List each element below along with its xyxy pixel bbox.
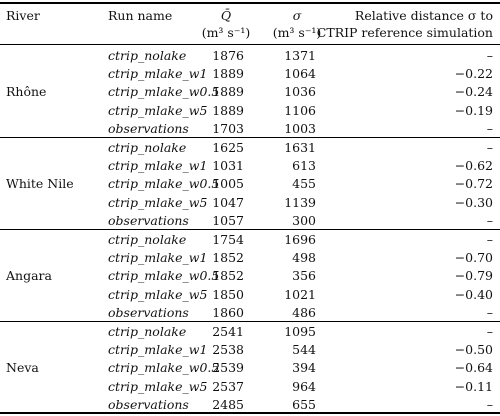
mean-discharge-cell: 1860	[212, 304, 244, 320]
run-name-cell: ctrip_mlake_w5	[108, 286, 208, 302]
sigma-cell: 1139	[284, 194, 316, 210]
relative-distance-cell: –	[486, 120, 493, 136]
mean-discharge-cell: 1754	[212, 232, 244, 247]
run-name-cell: ctrip_mlake_w5	[108, 102, 208, 118]
river-label: Angara	[6, 268, 52, 284]
header-q-unit: (m³ s⁻¹)	[201, 25, 251, 40]
mean-discharge-cell: 2539	[212, 360, 244, 376]
relative-distance-cell: −0.62	[454, 158, 493, 174]
sigma-cell: 1371	[284, 48, 316, 63]
mean-discharge-cell: 1852	[212, 268, 244, 284]
relative-distance-cell: –	[486, 48, 493, 63]
mean-discharge-cell: 1852	[212, 250, 244, 266]
run-name-cell: ctrip_mlake_w1	[108, 342, 208, 358]
run-name-cell: ctrip_mlake_w0.5	[108, 84, 220, 100]
run-name-cell: ctrip_nolake	[108, 232, 187, 247]
relative-distance-cell: −0.19	[454, 102, 493, 118]
relative-distance-cell: −0.30	[454, 194, 493, 210]
sigma-cell: 1003	[284, 120, 316, 136]
mean-discharge-cell: 1850	[212, 286, 244, 302]
run-name-cell: ctrip_mlake_w5	[108, 194, 208, 210]
relative-distance-cell: −0.70	[454, 250, 493, 266]
river-label: White Nile	[6, 176, 74, 192]
relative-distance-cell: −0.40	[454, 286, 493, 302]
mean-discharge-cell: 2537	[212, 378, 244, 394]
sigma-cell: 964	[292, 378, 316, 394]
header-sigma-unit: (m³ s⁻¹)	[272, 25, 322, 40]
run-name-cell: observations	[108, 120, 189, 136]
run-name-cell: observations	[108, 304, 189, 320]
mean-discharge-cell: 1625	[212, 140, 244, 155]
header-reldist-line1: Relative distance σ to	[354, 8, 493, 23]
run-name-cell: ctrip_mlake_w0.5	[108, 360, 220, 376]
relative-distance-cell: –	[486, 140, 493, 155]
mean-discharge-cell: 1889	[212, 84, 244, 100]
relative-distance-cell: –	[486, 232, 493, 247]
header-sigma-symbol: σ	[292, 8, 302, 23]
group-separator-rule	[0, 137, 500, 138]
mean-discharge-cell: 1703	[212, 120, 244, 136]
sigma-cell: 394	[292, 360, 316, 376]
sigma-cell: 1036	[284, 84, 316, 100]
sigma-cell: 455	[292, 176, 316, 192]
sigma-cell: 1064	[284, 66, 316, 82]
header-reldist-line2: CTRIP reference simulation	[316, 25, 493, 40]
relative-distance-cell: −0.79	[454, 268, 493, 284]
sigma-cell: 356	[292, 268, 316, 284]
mean-discharge-cell: 1047	[212, 194, 244, 210]
mean-discharge-cell: 2541	[212, 324, 244, 339]
sigma-cell: 498	[292, 250, 316, 266]
top-rule	[0, 2, 500, 4]
sigma-cell: 1095	[284, 324, 316, 339]
relative-distance-cell: −0.72	[454, 176, 493, 192]
sigma-cell: 300	[292, 212, 316, 228]
sigma-cell: 544	[292, 342, 316, 358]
run-name-cell: ctrip_nolake	[108, 324, 187, 339]
mean-discharge-cell: 2485	[212, 396, 244, 412]
sigma-cell: 613	[292, 158, 316, 174]
sigma-cell: 1106	[284, 102, 316, 118]
run-name-cell: ctrip_mlake_w1	[108, 66, 208, 82]
relative-distance-cell: –	[486, 324, 493, 339]
run-name-cell: ctrip_mlake_w1	[108, 158, 208, 174]
sigma-cell: 1631	[284, 140, 316, 155]
mean-discharge-cell: 1031	[212, 158, 244, 174]
river-label: Rhône	[6, 84, 47, 100]
relative-distance-cell: –	[486, 304, 493, 320]
river-label: Neva	[6, 360, 39, 376]
mean-discharge-cell: 1005	[212, 176, 244, 192]
mean-discharge-cell: 2538	[212, 342, 244, 358]
group-separator-rule	[0, 229, 500, 230]
relative-distance-cell: −0.50	[454, 342, 493, 358]
run-name-cell: ctrip_mlake_w0.5	[108, 268, 220, 284]
relative-distance-cell: −0.64	[454, 360, 493, 376]
run-name-cell: ctrip_nolake	[108, 48, 187, 63]
sigma-cell: 655	[292, 396, 316, 412]
run-name-cell: ctrip_mlake_w0.5	[108, 176, 220, 192]
header-q-symbol: Q̄	[220, 8, 232, 23]
group-separator-rule	[0, 321, 500, 322]
header-run-name: Run name	[108, 8, 173, 23]
relative-distance-cell: −0.24	[454, 84, 493, 100]
header-river: River	[6, 8, 40, 23]
run-name-cell: observations	[108, 212, 189, 228]
sigma-cell: 1696	[284, 232, 316, 247]
bottom-rule	[0, 412, 500, 414]
run-name-cell: ctrip_mlake_w1	[108, 250, 208, 266]
run-name-cell: ctrip_nolake	[108, 140, 187, 155]
sigma-cell: 1021	[284, 286, 316, 302]
relative-distance-cell: –	[486, 212, 493, 228]
run-name-cell: ctrip_mlake_w5	[108, 378, 208, 394]
header-rule	[0, 44, 500, 45]
relative-distance-cell: −0.22	[454, 66, 493, 82]
mean-discharge-cell: 1889	[212, 66, 244, 82]
relative-distance-cell: −0.11	[454, 378, 493, 394]
mean-discharge-cell: 1876	[212, 48, 244, 63]
mean-discharge-cell: 1889	[212, 102, 244, 118]
sigma-cell: 486	[292, 304, 316, 320]
mean-discharge-cell: 1057	[212, 212, 244, 228]
run-name-cell: observations	[108, 396, 189, 412]
relative-distance-cell: –	[486, 396, 493, 412]
